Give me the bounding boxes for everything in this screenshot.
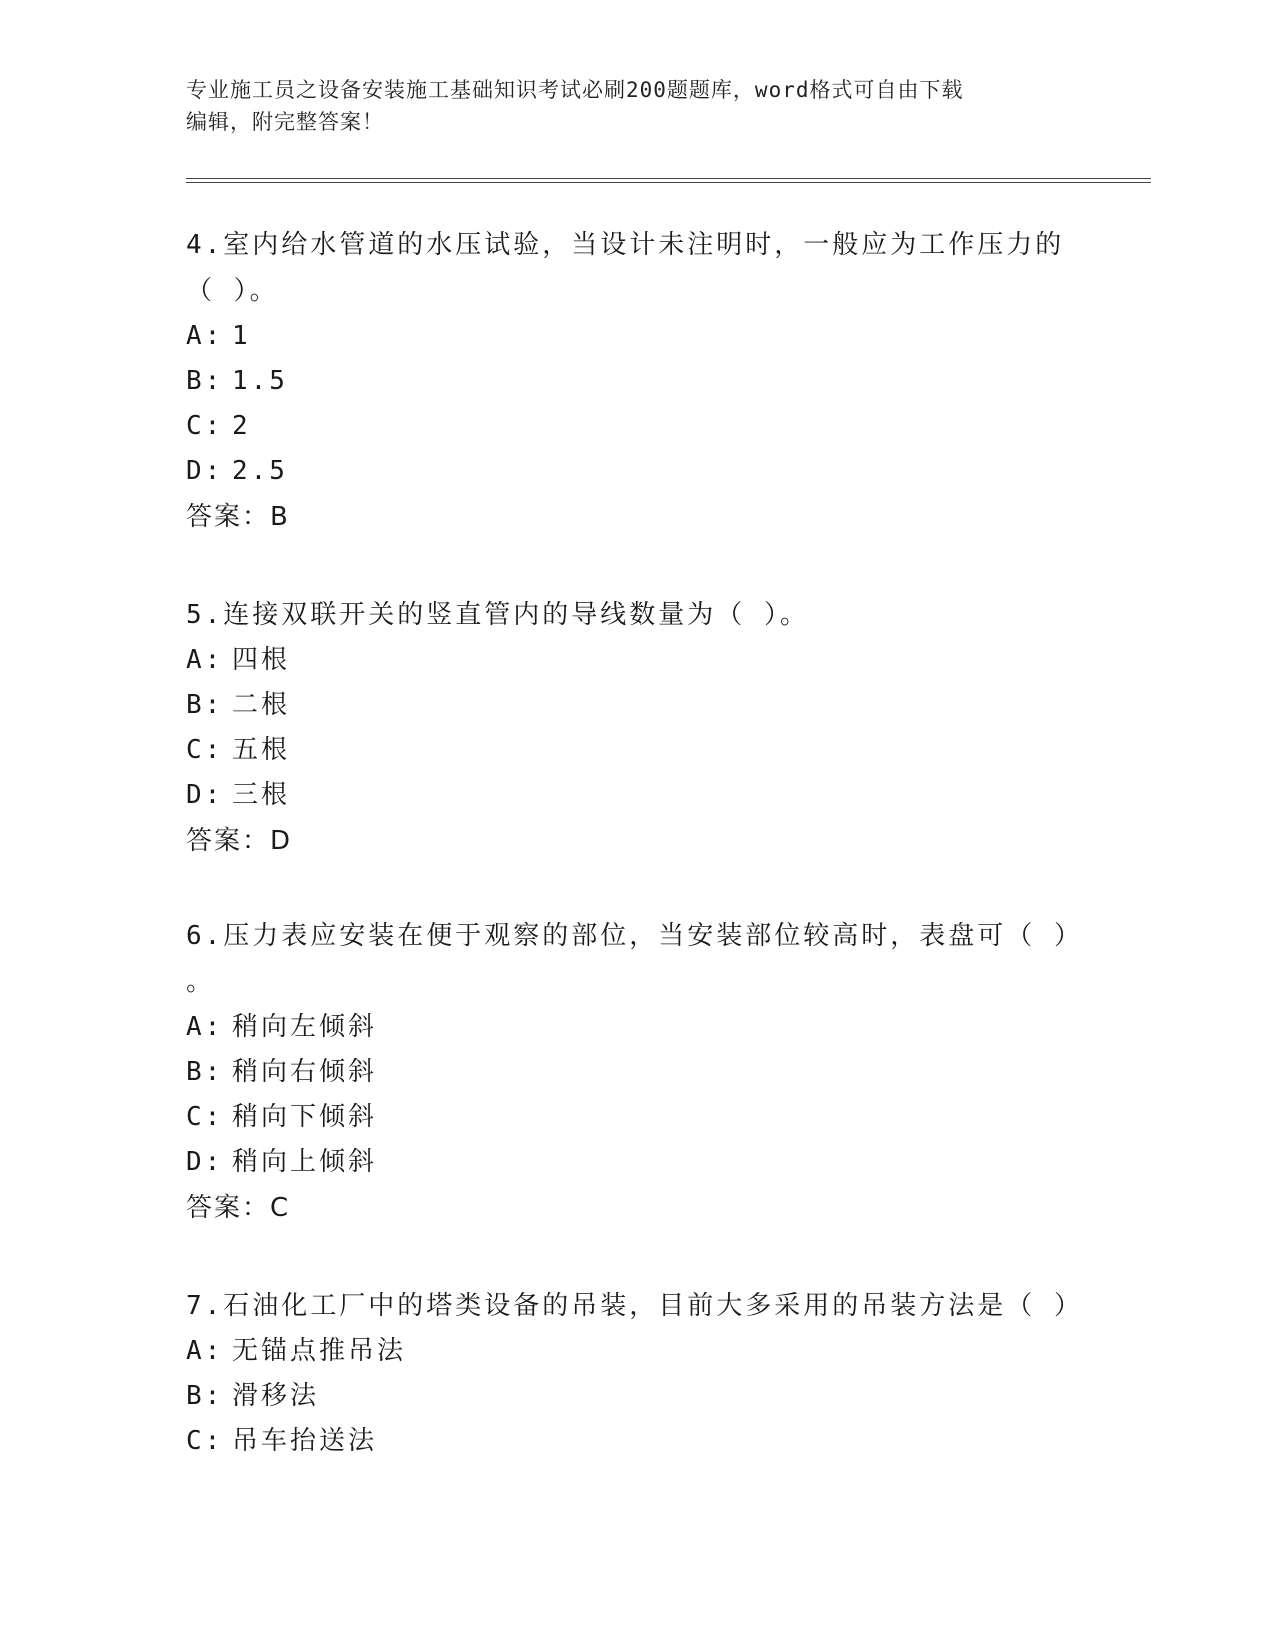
option-c xyxy=(186,1095,1086,1140)
option-letter: A: xyxy=(186,321,224,351)
header-double-rule xyxy=(186,178,1151,183)
option-letter: C: xyxy=(186,735,224,765)
option-letter: D: xyxy=(186,1147,224,1177)
option-letter: C: xyxy=(186,1102,224,1132)
option-a xyxy=(186,1329,1086,1374)
option-a xyxy=(186,314,1086,359)
option-a xyxy=(186,638,1086,683)
option-b xyxy=(186,683,1086,728)
option-text: 无锚点推吊法 xyxy=(232,1336,407,1366)
option-text: 三根 xyxy=(232,780,291,810)
option-letter: B: xyxy=(186,1057,224,1087)
question-stem xyxy=(186,592,1086,638)
option-text: 稍向上倾斜 xyxy=(232,1147,378,1177)
option-letter: A: xyxy=(186,645,224,675)
option-text: 2 xyxy=(232,411,251,441)
question-stem-line: 7.石油化工厂中的塔类设备的吊装，目前大多采用的吊装方法是（ ） xyxy=(186,1291,1083,1321)
question-4 xyxy=(186,222,1086,540)
option-text: 1.5 xyxy=(232,366,288,396)
header-title-line-2: 编辑，附完整答案！ xyxy=(186,110,384,134)
option-letter: B: xyxy=(186,366,224,396)
option-text: 2.5 xyxy=(232,456,288,486)
question-stem-line: 。 xyxy=(186,967,216,997)
option-d xyxy=(186,1140,1086,1185)
option-b xyxy=(186,1050,1086,1095)
option-text: 1 xyxy=(232,321,251,351)
question-stem xyxy=(186,1283,1086,1329)
question-5 xyxy=(186,592,1086,864)
answer-label: 答案：C xyxy=(186,1193,291,1223)
option-c xyxy=(186,1419,1086,1464)
option-letter: B: xyxy=(186,1381,224,1411)
document-header xyxy=(186,74,1086,138)
option-letter: D: xyxy=(186,780,224,810)
option-text: 四根 xyxy=(232,645,291,675)
question-7 xyxy=(186,1283,1086,1464)
answer-label: 答案：B xyxy=(186,502,290,532)
option-text: 五根 xyxy=(232,735,291,765)
option-letter: C: xyxy=(186,411,224,441)
option-b xyxy=(186,359,1086,404)
question-stem xyxy=(186,222,1086,314)
question-stem-line: 5.连接双联开关的竖直管内的导线数量为（ ）。 xyxy=(186,600,809,630)
option-text: 稍向左倾斜 xyxy=(232,1012,378,1042)
option-text: 吊车抬送法 xyxy=(232,1426,378,1456)
option-letter: C: xyxy=(186,1426,224,1456)
option-a xyxy=(186,1005,1086,1050)
option-c xyxy=(186,404,1086,449)
header-title-line-1: 专业施工员之设备安装施工基础知识考试必刷200题题库，word格式可自由下载 xyxy=(186,78,964,102)
option-letter: D: xyxy=(186,456,224,486)
question-6 xyxy=(186,913,1086,1231)
option-letter: A: xyxy=(186,1336,224,1366)
option-d xyxy=(186,773,1086,818)
answer-label: 答案：D xyxy=(186,826,293,856)
question-stem-line: （ ）。 xyxy=(186,276,279,306)
option-d xyxy=(186,449,1086,494)
option-c xyxy=(186,728,1086,773)
option-text: 滑移法 xyxy=(232,1381,320,1411)
option-letter: A: xyxy=(186,1012,224,1042)
option-text: 稍向下倾斜 xyxy=(232,1102,378,1132)
question-stem-line: 6.压力表应安装在便于观察的部位，当安装部位较高时，表盘可（ ） xyxy=(186,921,1083,951)
option-letter: B: xyxy=(186,690,224,720)
option-b xyxy=(186,1374,1086,1419)
option-text: 二根 xyxy=(232,690,291,720)
question-stem-line: 4.室内给水管道的水压试验，当设计未注明时，一般应为工作压力的 xyxy=(186,230,1065,260)
option-text: 稍向右倾斜 xyxy=(232,1057,378,1087)
question-stem xyxy=(186,913,1086,1005)
